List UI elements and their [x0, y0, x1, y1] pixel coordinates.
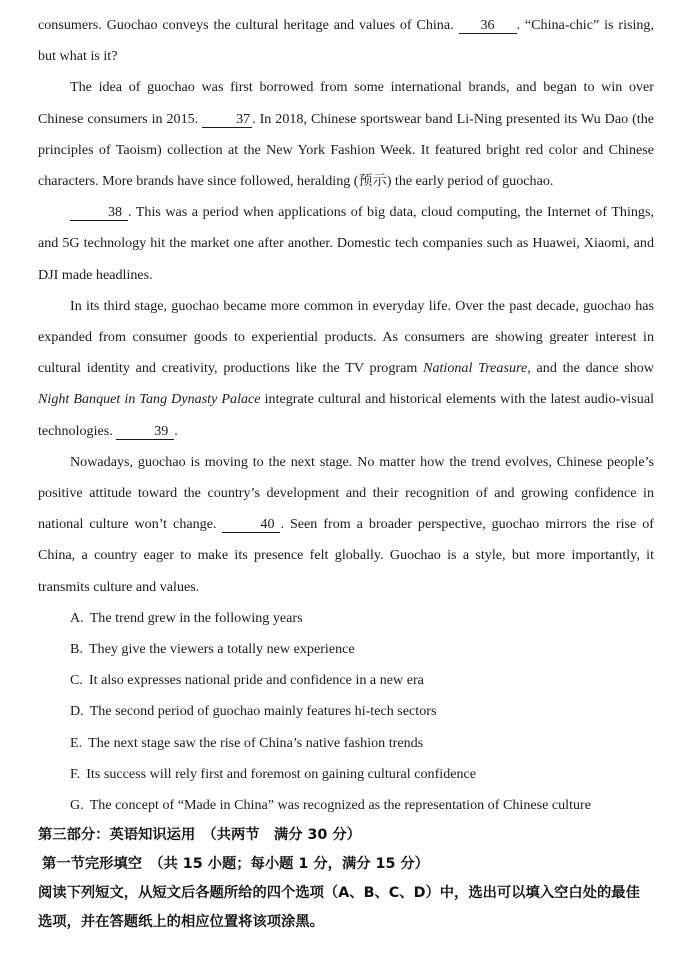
option-a — [70, 603, 654, 634]
title-national-treasure: National Treasure — [423, 360, 528, 377]
paragraph-2-tail: . In 2018, Chinese sportswear band Li-Ning presented its Wu Dao (the principles of Taoism) collection at the New York Fashion Week. It featured bright red color and Chinese characters. More brands have since followed, heralding (预示) the early period of guochao. — [38, 110, 655, 190]
option-text: The trend grew in the following years — [89, 609, 303, 626]
section-one-heading: 第一节完形填空 （共 15 小题；每小题 1 分，满分 15 分） — [42, 856, 429, 873]
paragraph-2 — [38, 72, 654, 197]
paragraph-4-end: . — [174, 422, 178, 439]
options-list — [70, 603, 654, 821]
paragraph-4-mid: , and the dance show — [527, 360, 654, 377]
option-letter: B. — [70, 641, 83, 658]
blank-36: 36 — [459, 17, 517, 34]
option-e — [70, 728, 654, 759]
blank-37: 37 — [202, 111, 252, 128]
paragraph-1-tail: . “China-chic” is rising, but what is it? — [38, 17, 655, 65]
option-letter: G. — [70, 797, 84, 814]
paragraph-5-tail: . Seen from a broader perspective, guochao mirrors the rise of China, a country eager to make its presence felt globally. Guochao is a style, but more importantly, it transmits culture and values. — [38, 516, 654, 595]
option-letter: F. — [70, 765, 81, 782]
paragraph-3 — [38, 197, 654, 291]
option-text: They give the viewers a totally new experience — [88, 641, 355, 658]
paragraph-4-after: integrate cultural and historical elements with the latest audio-visual technologies. — [38, 391, 654, 439]
option-text: The concept of “Made in China” was recognized as the representation of Chinese culture — [89, 797, 592, 814]
paragraph-3-text: . This was a period when applications of big data, cloud computing, the Internet of Things, and 5G technology hit the market one after another. Domestic tech companies such as Huawei, Xiaomi, and DJI made headlines. — [38, 204, 654, 283]
paragraph-4-text: In its third stage, guochao became more common in everyday life. Over the past decade, guochao has expanded from consumer goods to experiential products. As consumers are showing greater interest in cultural identity and creativity, productions like the TV program — [38, 297, 654, 377]
title-night-banquet: Night Banquet in Tang Dynasty Palace — [38, 391, 261, 408]
option-d — [70, 696, 654, 727]
part-three-heading: 第三部分：英语知识运用 （共两节 满分 30 分） — [38, 827, 361, 844]
option-g — [70, 790, 654, 821]
option-text: The second period of guochao mainly features hi-tech sectors — [89, 703, 437, 720]
option-letter: D. — [70, 703, 84, 720]
cloze-instructions: 阅读下列短文，从短文后各题所给的四个选项（A、B、C、D）中，选出可以填入空白处的最佳选项，并在答题纸上的相应位置将该项涂黑。 — [38, 885, 640, 931]
paragraph-1 — [38, 10, 654, 72]
option-letter: A. — [70, 609, 84, 626]
blank-40: 40 — [222, 516, 280, 533]
paragraph-5 — [38, 447, 654, 603]
blank-39: 39 — [116, 423, 174, 440]
option-text: It also expresses national pride and confidence in a new era — [88, 672, 424, 689]
option-b — [70, 634, 654, 665]
option-f — [70, 759, 654, 790]
option-letter: E. — [70, 734, 83, 751]
paragraph-1-text: consumers. Guochao conveys the cultural heritage and values of China. — [38, 17, 459, 33]
paragraph-5-text: Nowadays, guochao is moving to the next stage. No matter how the trend evolves, Chinese people’s positive attitude toward the country’s development and their recognition of and growing confidence in national culture won’t change. — [38, 453, 654, 533]
option-letter: C. — [70, 672, 83, 689]
paragraph-2-text: The idea of guochao was first borrowed from some international brands, and began to win over Chinese consumers in 2015. — [38, 79, 654, 127]
blank-38: 38 — [70, 204, 128, 221]
paragraph-4 — [38, 291, 654, 447]
option-c — [70, 665, 654, 696]
option-text: Its success will rely first and foremost on gaining cultural confidence — [86, 765, 477, 782]
option-text: The next stage saw the rise of China’s native fashion trends — [88, 734, 424, 751]
